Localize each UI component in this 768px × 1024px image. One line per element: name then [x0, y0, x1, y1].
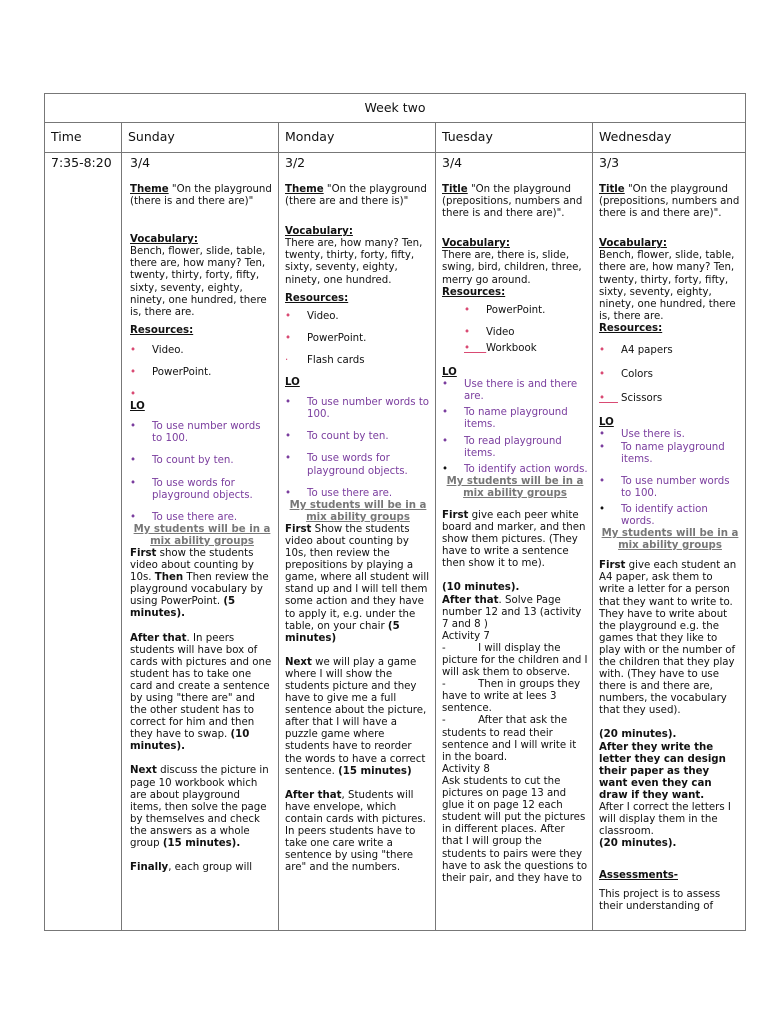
sunday-lo-item: • To use words for playground objects. [130, 477, 253, 501]
wednesday-assessments-label: Assessments- [599, 870, 678, 882]
tuesday-act8-text: Ask students to cut the pictures on page 13 and glue it on page 12 each student will put the pictures in different places. After that I will group the students to pairs were they have to ask the questions to their pair, and they have to [442, 775, 588, 884]
sunday-date: 3/4 [130, 155, 151, 170]
header-sunday: Sunday [128, 129, 175, 144]
wednesday-para-after: After they write the letter they can design their paper as they want even they can draw if they want. [599, 741, 726, 801]
column-divider [121, 122, 122, 930]
tuesday-date: 3/4 [442, 155, 463, 170]
tuesday-activity-8: Activity 8 [442, 763, 490, 775]
wednesday-vocab-label: Vocabulary: [599, 238, 667, 250]
monday-lo-item: • To use there are. [285, 487, 393, 499]
sunday-resource-item: • Video. [130, 344, 184, 356]
column-divider [592, 122, 593, 930]
tuesday-para-after: After that. Solve Page number 12 and 13 (activity 7 and 8 ) [442, 594, 582, 630]
wednesday-mix-groups: My students will be in a mix ability groups [601, 528, 739, 552]
wednesday-para-time: (20 minutes). [599, 729, 677, 741]
table-title: Week two [45, 94, 745, 123]
header-wednesday: Wednesday [599, 129, 672, 144]
sunday-para-first: First show the students video about counting by 10s. Then Then review the playground vocabulary by using PowerPoint. (5 minutes). [130, 547, 269, 620]
tuesday-vocab-text: There are, there is, slide, swing, bird, children, three, merry go around. [442, 250, 582, 286]
sunday-cell: 3/4 Theme "On the playground (there is and there are)" Vocabulary: Bench, flower, slide, table, there are, how many? Ten, twenty, thirty, forty, fifty, sixty, seventy, eighty, ninety, one hundred, there is, there are. Resources: • Video. • PowerPoint. • LO • To use number words to 100. • To count by ten. • To use words for playground objects. • To use there are. My students will be in a mix ability groups First show the students video about counting by 10s. Then Then review the playground vocabulary by using PowerPoint. (5 minutes). After that. In peers students will have box of cards with pictures and one student has to take one card and create a sentence by using "there are" and the other student has to correct for him and then they have to swap. (10 minutes). Next discuss the picture in page 10 workbook which are about playground items, then solve the page by themselves and check the answers as a whole group (15 minutes). Finally, each group will [130, 155, 274, 930]
tuesday-para-time: (10 minutes). [442, 582, 520, 594]
sunday-resource-item: • PowerPoint. [130, 367, 212, 379]
wednesday-para-display: After I correct the letters I will display them in the classroom. [599, 802, 731, 838]
tuesday-vocab-label: Vocabulary: [442, 238, 510, 250]
tuesday-act7-line: - After that ask the students to read their sentence and I will write it in the board. [442, 715, 577, 763]
tuesday-resource-item: • PowerPoint. [464, 304, 546, 316]
time-slot: 7:35-8:20 [51, 155, 112, 170]
wednesday-assessments-text: This project is to assess their understanding of [599, 888, 721, 912]
tuesday-lo-label: LO [442, 367, 457, 379]
tuesday-title: Title "On the playground (prepositions, numbers and there is and there are)". [442, 184, 583, 220]
wednesday-lo-item: • To identify action words. [599, 503, 708, 527]
wednesday-vocab-text: Bench, flower, slide, table, there are, how many? Ten, twenty, thirty, forty, fifty, sixty, seventy, eighty, ninety, one hundred, there is, there are. [599, 250, 736, 322]
wednesday-para-first: First give each student an A4 paper, ask them to write a letter for a person that they want to write to. They have to write about the playground e.g. the games that they like to play with or the number of the children that they play with. (They have to use there is and there are, numbers, the vocabulary that they used). [599, 560, 737, 717]
column-divider [435, 122, 436, 930]
sunday-lo-item: • To count by ten. [130, 455, 234, 467]
tuesday-cell [442, 155, 588, 930]
time-cell [51, 155, 117, 930]
wednesday-para-time2: (20 minutes). [599, 838, 677, 850]
header-tuesday: Tuesday [442, 129, 493, 144]
sunday-para-finally: Finally, each group will [130, 862, 253, 874]
tuesday-act7-line: - I will display the picture for the children and I will ask them to observe. [442, 642, 588, 679]
monday-vocab-label: Vocabulary: [285, 226, 353, 238]
monday-para-first: First Show the students video about counting by 10s, then review the prepositions by playing a game, where all student will stand up and I will tell them some action and they have to apply it, e.g. under the table, on your chair (5 minutes) [285, 523, 430, 644]
header-monday: Monday [285, 129, 335, 144]
wednesday-lo-item: • To name playground items. [599, 441, 725, 465]
tuesday-act7-line: - Then in groups they have to write at lees 3 sentence. [442, 679, 581, 715]
sunday-lo-item: • To use there are. [130, 511, 238, 523]
wednesday-resources-label: Resources: [599, 322, 663, 334]
sunday-theme: Theme "On the playground (there is and there are)" [130, 184, 272, 208]
sunday-lo-item: • To use number words to 100. [130, 421, 261, 445]
wednesday-cell [599, 155, 741, 930]
sunday-para-after: After that. In peers students will have box of cards with pictures and one student has to take one card and create a sentence by using "there are" and the other student has to correct for him and then they have to swap. (10 minutes). [130, 632, 272, 753]
monday-para-after: After that, Students will have envelope, which contain cards with pictures. In peers students have to take one care write a sentence by using "there are" and the numbers. [285, 789, 426, 874]
header-row [45, 122, 745, 153]
tuesday-activity-7: Activity 7 [442, 630, 490, 642]
sunday-vocab-text: Bench, flower, slide, table, there are, how many? Ten, twenty, thirty, forty, fifty, sixty, seventy, eighty, ninety, one hundred, there is, there are. [130, 246, 267, 318]
wednesday-lo-item: • To use number words to 100. [599, 475, 730, 499]
monday-resource-item: • Video. [285, 310, 339, 322]
wednesday-lo-item: • Use there is. [599, 429, 685, 441]
wednesday-title: Title "On the playground (prepositions, numbers and there is and there are)". [599, 184, 740, 220]
sunday-resources-label: Resources: [130, 324, 194, 336]
tuesday-lo-item: • Use there is and there are. [442, 379, 578, 403]
monday-lo-item: • To count by ten. [285, 431, 389, 443]
sunday-mix-groups: My students will be in a mix ability groups [133, 523, 271, 547]
monday-resource-item: • PowerPoint. [285, 332, 367, 344]
monday-resource-item: · Flash cards [285, 354, 365, 366]
tuesday-resource-item: • Video [464, 326, 515, 338]
wednesday-date: 3/3 [599, 155, 620, 170]
header-time: Time [51, 129, 82, 144]
tuesday-para-first: First give each peer white board and marker, and then show them pictures. (They have to write a sentence then show it to me). [442, 509, 586, 570]
monday-lo-label: LO [285, 377, 300, 389]
tuesday-resources-label: Resources: [442, 286, 506, 298]
tuesday-lo-item: • To read playground items. [442, 435, 562, 459]
tuesday-lo-item: • To name playground items. [442, 407, 568, 431]
wednesday-resource-item: • Colors [599, 369, 653, 381]
monday-date: 3/2 [285, 155, 306, 170]
sunday-para-next: Next discuss the picture in page 10 workbook which are about playground items, then solve the page by themselves and check the answers as a whole group (15 minutes). [130, 765, 269, 850]
lesson-plan-table [44, 93, 746, 931]
monday-vocab-text: There are, how many? Ten, twenty, thirty, forty, fifty, sixty, seventy, eighty, ninety, one hundred. [285, 238, 423, 286]
monday-lo-item: • To use number words to 100. [285, 397, 430, 421]
wednesday-resource-item: • Scissors [599, 393, 663, 405]
monday-theme: Theme "On the playground (there are and there is)" [285, 184, 427, 208]
column-divider [278, 122, 279, 930]
sunday-lo-label: LO [130, 401, 145, 413]
tuesday-resource-item: • Workbook [464, 342, 537, 354]
tuesday-mix-groups: My students will be in a mix ability groups [446, 475, 584, 499]
monday-mix-groups: My students will be in a mix ability groups [289, 499, 427, 523]
monday-cell [285, 155, 431, 930]
wednesday-resource-item: • A4 papers [599, 345, 673, 357]
wednesday-lo-label: LO [599, 417, 614, 429]
tuesday-lo-item: • To identify action words. [442, 463, 588, 475]
sunday-vocab-label: Vocabulary: [130, 234, 198, 246]
monday-lo-item: • To use words for playground objects. [285, 453, 408, 477]
monday-para-next: Next we will play a game where I will show the students picture and they have to give me a full sentence about the picture, after that I will have a puzzle game where students have to reorder the words to have a correct sentence. (15 minutes) [285, 656, 427, 777]
monday-resources-label: Resources: [285, 292, 349, 304]
